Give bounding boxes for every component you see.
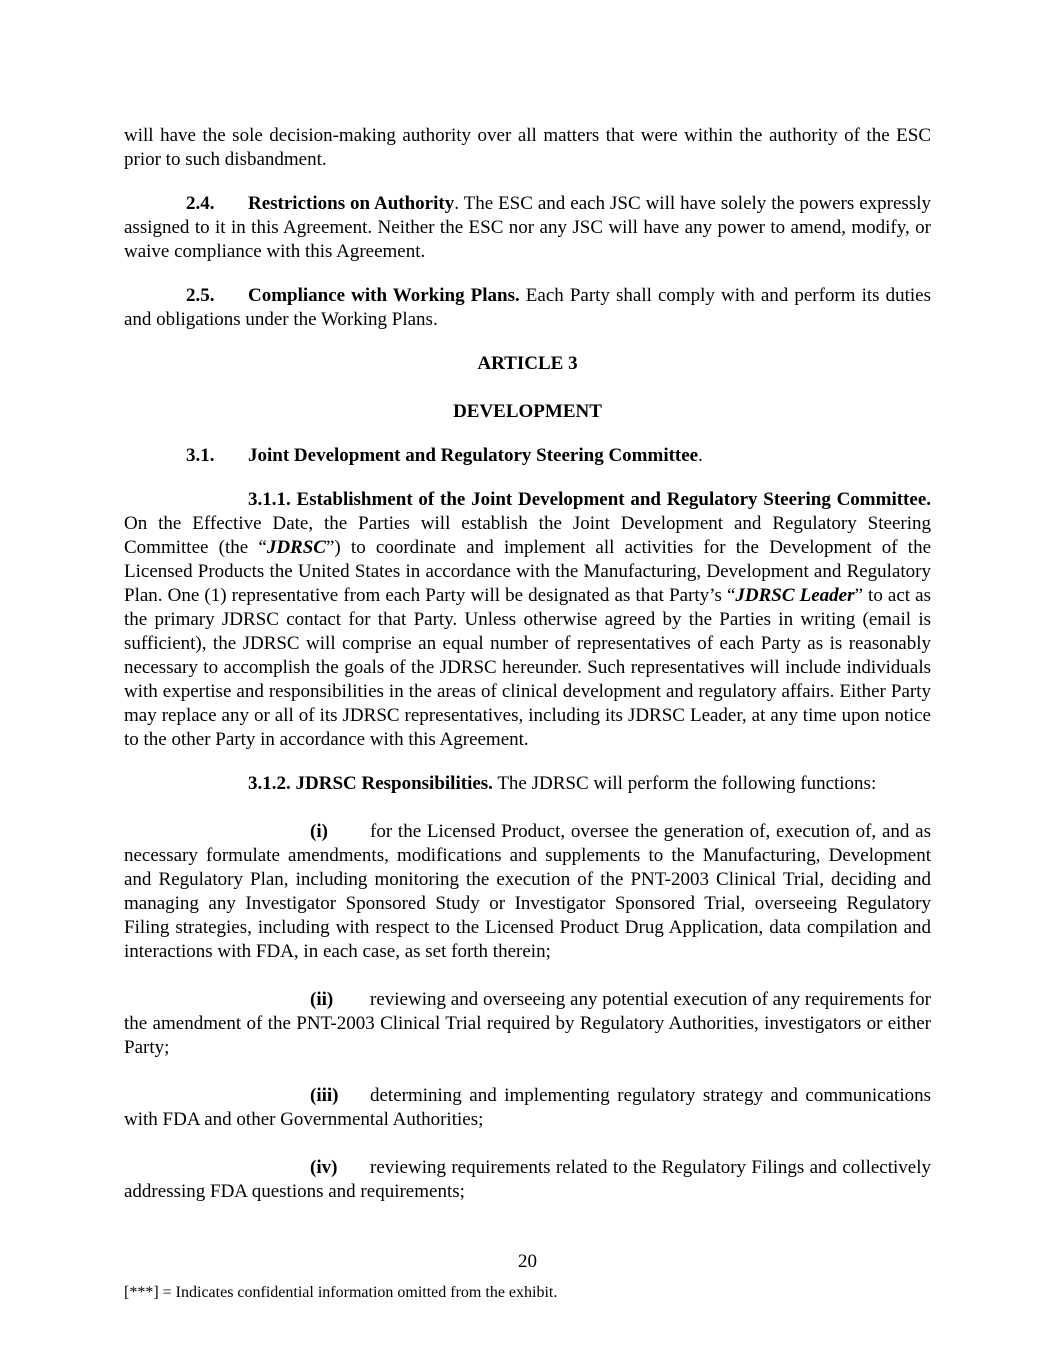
section-title: Joint Development and Regulatory Steering Committee <box>248 445 699 466</box>
list-item-ii <box>124 988 931 1060</box>
document-page <box>124 124 931 1204</box>
article-title: DEVELOPMENT <box>453 401 602 422</box>
section-3-1 <box>124 444 931 468</box>
article-heading: ARTICLE 3 <box>477 353 578 374</box>
item-label: (iii) <box>310 1085 339 1106</box>
item-text: reviewing and overseeing any potential execution of any requirements for the amendment of the PNT-2003 Clinical Trial required by Regulatory Authorities, investigators or either Party; <box>124 989 931 1058</box>
page-number: 20 <box>518 1251 537 1272</box>
section-number: 3.1. <box>186 445 215 466</box>
confidentiality-footer: [***] = Indicates confidential information omitted from the exhibit. <box>124 1284 558 1301</box>
item-label: (ii) <box>310 989 334 1010</box>
section-number: 3.1.1. <box>248 489 291 510</box>
section-title: Restrictions on Authority <box>248 193 455 214</box>
item-text: for the Licensed Product, oversee the generation of, execution of, and as necessary formulate amendments, modifications and supplements to the Manufacturing, Development and Regulatory Plan, including monitoring the execution of the PNT-2003 Clinical Trial, deciding and managing any Investigator Sponsored Study or Investigator Sponsored Trial, overseeing Regulatory Filing strategies, including with respect to the Licensed Product Drug Application, data compilation and interactions with FDA, in each case, as set forth therein; <box>124 821 931 962</box>
item-label: (i) <box>310 821 328 842</box>
section-number: 2.4. <box>186 193 215 214</box>
item-label: (iv) <box>310 1157 338 1178</box>
section-number: 3.1.2. <box>248 773 291 794</box>
item-text: determining and implementing regulatory strategy and communications with FDA and other Governmental Authorities; <box>124 1085 931 1130</box>
section-title: Compliance with Working Plans. <box>248 285 520 306</box>
section-title: Establishment of the Joint Development and Regulatory Steering Committee. <box>296 489 932 510</box>
section-text: . The ESC and each JSC will have solely the powers expressly assigned to it in this Agreement. Neither the ESC nor any JSC will have any power to amend, modify, or waive compliance with this Agreement. <box>124 193 931 262</box>
section-2-5 <box>124 284 931 332</box>
section-text-c: ” to act as the primary JDRSC contact for that Party. Unless otherwise agreed by the Parties in writing (email is sufficient), the JDRSC will comprise an equal number of representatives of each Party as is reasonably necessary to accomplish the goals of the JDRSC hereunder. Such representatives will include individuals with expertise and responsibilities in the areas of clinical development and regulatory affairs. Either Party may replace any or all of its JDRSC representatives, including its JDRSC Leader, at any time upon notice to the other Party in accordance with this Agreement. <box>124 585 932 750</box>
section-3-1-1 <box>124 488 931 752</box>
list-item-i <box>124 820 931 964</box>
list-item-iv <box>124 1156 931 1204</box>
paragraph-continuation: will have the sole decision-making authority over all matters that were within the authority of the ESC prior to such disbandment. <box>124 125 931 170</box>
item-text: reviewing requirements related to the Regulatory Filings and collectively addressing FDA questions and requirements; <box>124 1157 931 1202</box>
section-text-b: ”) to coordinate and implement all activities for the Development of the Licensed Products the United States in accordance with the Manufacturing, Development and Regulatory Plan. One (1) representative from each Party will be designated as that Party’s “ <box>124 537 931 606</box>
section-text-a: On the Effective Date, the Parties will establish the Joint Development and Regulatory Steering Committee (the “ <box>124 513 931 558</box>
defined-term-jdrsc: JDRSC <box>266 537 326 558</box>
section-text: The JDRSC will perform the following functions: <box>492 773 877 794</box>
section-tail: . <box>698 445 703 466</box>
section-title: JDRSC Responsibilities. <box>295 773 493 794</box>
list-item-iii <box>124 1084 931 1132</box>
section-3-1-2 <box>124 772 931 796</box>
section-text: Each Party shall comply with and perform its duties and obligations under the Working Plans. <box>124 285 931 330</box>
section-number: 2.5. <box>186 285 215 306</box>
section-2-4 <box>124 192 931 264</box>
defined-term-jdrsc-leader: JDRSC Leader <box>735 585 855 606</box>
